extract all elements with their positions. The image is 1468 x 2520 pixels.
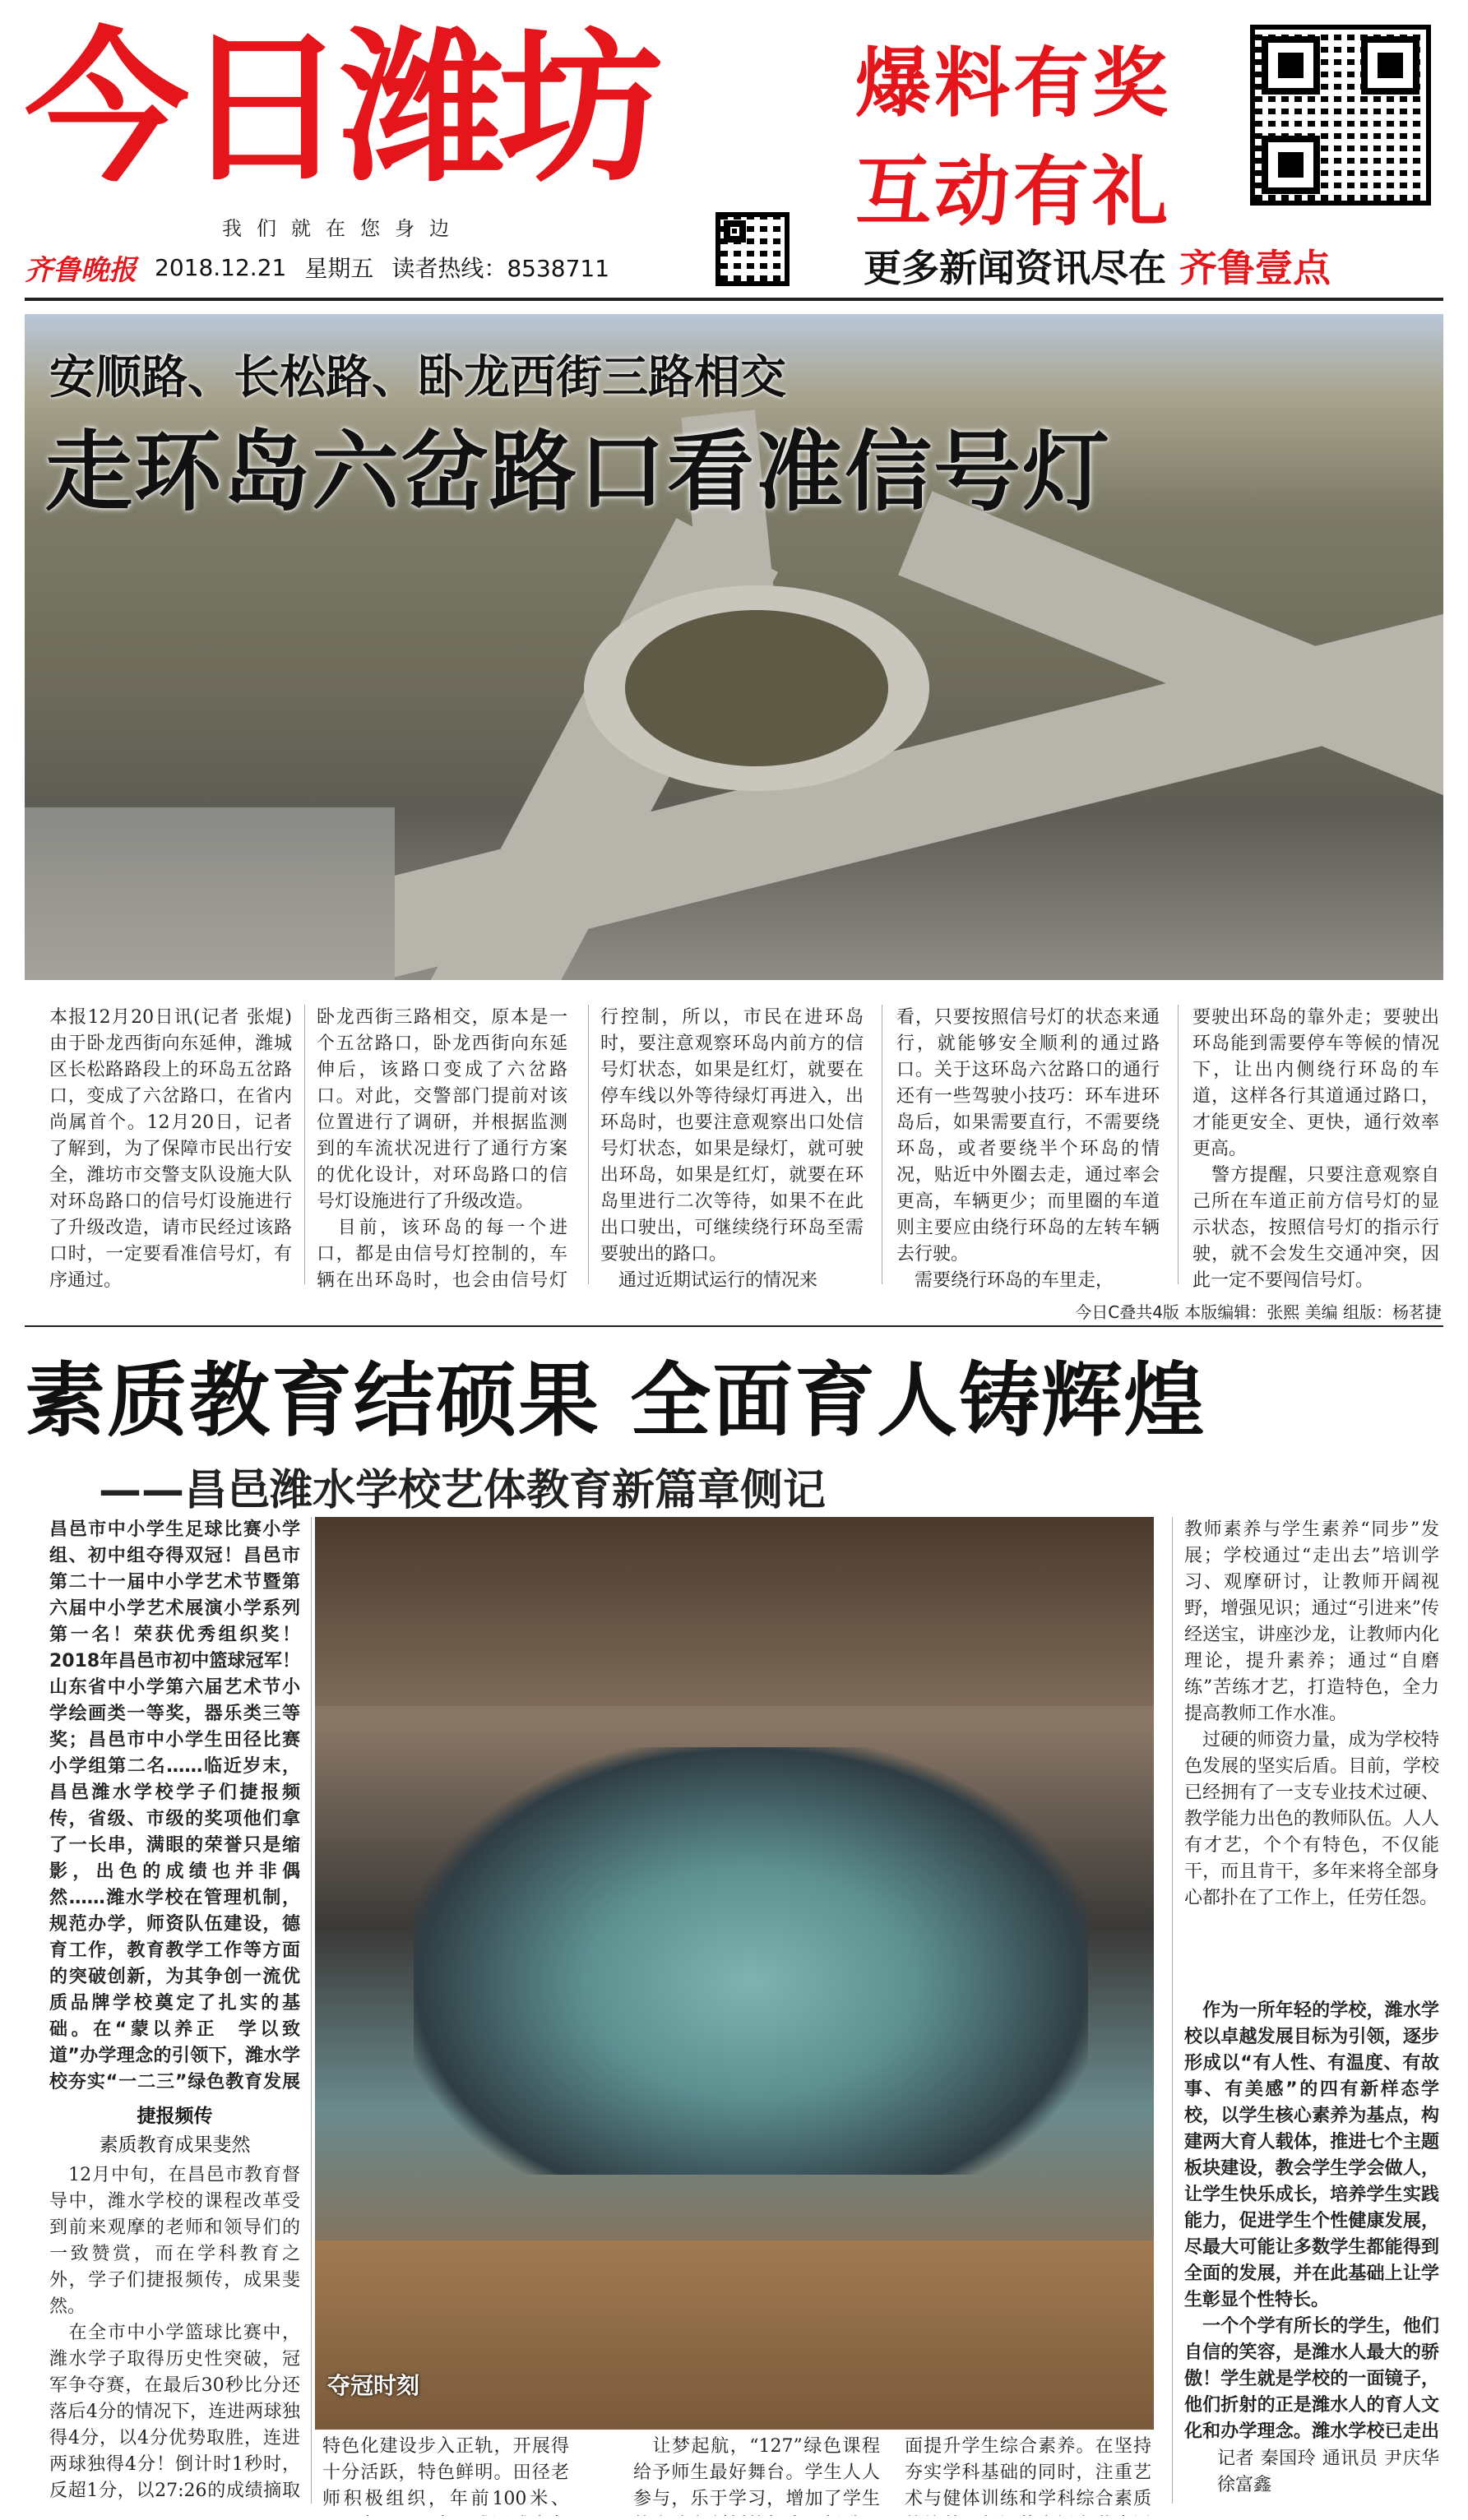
small-qr-code-icon <box>715 212 790 286</box>
roundabout-island <box>625 610 888 766</box>
story1-kicker: 安顺路、长松路、卧龙西街三路相交 <box>49 351 786 405</box>
column-divider <box>588 1005 589 1284</box>
gym-ceiling <box>315 1517 1154 1706</box>
story2-col-4: 面提升学生综合素养。在坚持夯实学科基础的同时，注重艺术与健体训练和学科综合素质 <box>905 2436 1151 2509</box>
photo-caption: 夺冠时刻 <box>327 2372 420 2399</box>
masthead-meta <box>25 247 609 288</box>
column-divider <box>304 1005 305 1284</box>
page-credit: 今日C叠共4版 本版编辑：张熙 美编 组版：杨茗捷 <box>1075 1302 1442 1322</box>
column-divider <box>1178 1005 1179 1284</box>
issue-weekday: 星期五 <box>304 255 374 282</box>
qr-finder-tr-icon <box>1361 36 1419 95</box>
buildings-area <box>25 807 395 980</box>
story2-closing: 作为一所年轻的学校，潍水学校以卓越发展目标为引领，逐步形成以“有人性、有温度、有故事、有美感”的四有新样态学校，以学生核心素养为基点，构建两大育人载体，推进七个主题板块建设，教会学生学会做人，让学生快乐成长，培养学生实践能力，促进学生个性健康发展，尽最大可能让多数学生都能得到全面的发展，并在此基础上让学生彰显个性特长。 一个个学有所长的学生，他们自信的笑容，是潍水人最大的骄傲！学生就是学校的一面镜子，他们折射的正是潍水人的育人文化和办学理念。潍水学校已走出 <box>1184 2000 1439 2442</box>
story2-headline: 素质教育结硕果 全面育人铸辉煌 <box>25 1354 1206 1448</box>
section1-sub: 素质教育成果斐然 <box>99 2134 251 2156</box>
promo-line-3 <box>864 238 1331 293</box>
story2-lead: 昌邑市中小学生足球比赛小学组、初中组夺得双冠！昌邑市第二十一届中小学艺术节暨第六届中小学艺术展演小学系列第一名！荣获优秀组织奖！2018年昌邑市初中篮球冠军！山东省中小学第六届艺术节小学绘画类一等奖，器乐类三等奖；昌邑市中小学生田径比赛小学组第二名……临近岁末，昌邑潍水学校学子们捷报频传，省级、市级的奖项他们拿了一长串，满眼的荣誉只是缩影，出色的成绩也并非偶然……潍水学校在管理机制，规范办学，师资队伍建设，德育工作，教育教学工作等方面的突破创新，为其争创一流优质品牌学校奠定了扎实的基础。在“蒙以养正 学以致道”办学理念的引领下，潍水学校夯实“一二三”绿色教育发展 <box>49 1519 300 2092</box>
promo-line-1: 爆料有奖 <box>855 39 1172 127</box>
story2-byline: 记者 秦国玲 通讯员 尹庆华 徐富鑫 <box>1217 2448 1439 2495</box>
qr-finder-bl-icon <box>1262 136 1320 194</box>
large-qr-code-icon <box>1250 25 1431 206</box>
promo-brand: 齐鲁壹点 <box>1179 246 1331 290</box>
gym-floor <box>315 2240 1154 2430</box>
story-divider <box>25 1325 1443 1327</box>
story1-column-1: 本报12月20日讯(记者 张焜)由于卧龙西街向东延伸，潍城区长松路路段上的环岛五岔路口，变成了六岔路口，在省内尚属首个。12月20日，记者了解到，为了保障市民出行安全，潍坊市交警支队设施大队对环岛路口的信号灯设施进行了升级改造，请市民经过该路口时，一定要看准信号灯，有序通过。 <box>49 1007 292 1291</box>
story2-right-column: 教师素养与学生素养“同步”发展；学校通过“走出去”培训学习、观摩研讨，让教师开阔视野，增强见识；通过“引进来”传经送宝，讲座沙龙，让教师内化理论，提升素养；通过“自磨练”苦练才艺，打造特色，全力提高教师工作水准。 过硬的师资力量，成为学校特色发展的坚实后盾。目前，学校已经拥有了一支专业技术过硬、教学能力出色的教师队伍。人人有才艺，个个有特色，不仅能干，而且肯干，多年来将全部身心都扑在了工作上，任劳任怨。 <box>1184 1519 1439 1908</box>
masthead-divider <box>25 298 1443 301</box>
qr-finder-tl-icon <box>1262 36 1320 95</box>
story2-col-3: 让梦起航，“127”绿色课程给予师生最好舞台。学生人人参与，乐于学习，增加了学生 <box>633 2436 880 2509</box>
column-divider <box>311 1517 312 2504</box>
reader-hotline: 读者热线：8538711 <box>391 255 610 282</box>
team-celebration-photo <box>315 1517 1154 2430</box>
team-group <box>414 1747 1088 2175</box>
story2-col-2: 特色化建设步入正轨，开展得十分活跃，特色鲜明。田径老师积极组织，年前100米、 <box>322 2436 569 2509</box>
masthead-slogan: 我们就在您身边 <box>222 217 464 240</box>
promo-text: 更多新闻资讯尽在 <box>864 246 1166 290</box>
story1-column-5: 要驶出环岛的靠外走；要驶出环岛能到需要停车等候的情况下，让出内侧绕行环岛的车道，这样各行其道通过路口，才能更安全、更快，通行效率更高。 警方提醒，只要注意观察自己所在车道正前方信号灯的显示状态，按照信号灯的指示行驶，就不会发生交通冲突，因此一定不要闯信号灯。 <box>1192 1007 1439 1291</box>
column-divider <box>1172 1517 1173 2504</box>
paper-logo: 齐鲁晚报 <box>25 253 137 287</box>
issue-date: 2018.12.21 <box>155 253 287 281</box>
story1-column-2: 卧龙西街三路相交，原本是一个五岔路口，卧龙西街向东延伸后，该路口变成了六岔路口。对此，交警部门提前对该位置进行了调研，并根据监测到的车流状况进行了通行方案的优化设计，对环岛路口的信号灯设施进行了升级改造。 目前，该环岛的每一个进口，都是由信号灯控制的，车辆在出环岛时，也会由信号灯 <box>317 1007 567 1291</box>
story2-subhead: ——昌邑潍水学校艺体教育新篇章侧记 <box>99 1466 827 1515</box>
story2-col-1: 12月中旬，在昌邑市教育督导中，潍水学校的课程改革受到前来观摩的老师和领导们的一致赞赏，而在学科教育之外，学子们捷报频传，成果斐然。 在全市中小学篮球比赛中，潍水学子取得历史性突破，冠军争夺赛，在最后30秒比分还落后4分的情况下，连进两球独得4分，以4分优势取胜，连进两球独得4分！倒计时1秒时，反超1分，以27:26的成绩摘取 <box>49 2165 300 2501</box>
story1-column-3: 行控制，所以，市民在进环岛时，要注意观察环岛内前方的信号灯状态，如果是红灯，就要在停车线以外等待绿灯再进入，出环岛时，也要注意观察出口处信号灯状态，如果是绿灯，就可驶出环岛，如果是红灯，就要在环岛里进行二次等待，如果不在此出口驶出，可继续绕行环岛至需要驶出的路口。 通过近期试运行的情况来 <box>600 1007 864 1291</box>
section1-title: 捷报频传 <box>137 2106 213 2127</box>
masthead-title: 今日潍坊 <box>25 13 657 205</box>
story1-column-4: 看，只要按照信号灯的状态来通行，就能够安全顺利的通过路口。关于这环岛六岔路口的通行还有一些驾驶小技巧：环车进环岛后，如果需要直行，不需要绕环岛，或者要绕半个环岛的情况，贴近中外圈去走，通过率会更高，车辆更少；而里圈的车道则主要应由绕行环岛的左转车辆去行驶。 需要绕行环岛的车里走， <box>896 1007 1160 1291</box>
qr-finder-icon <box>724 220 746 243</box>
promo-line-2: 互动有礼 <box>855 148 1172 236</box>
story1-headline: 走环岛六岔路口看准信号灯 <box>45 422 1111 523</box>
